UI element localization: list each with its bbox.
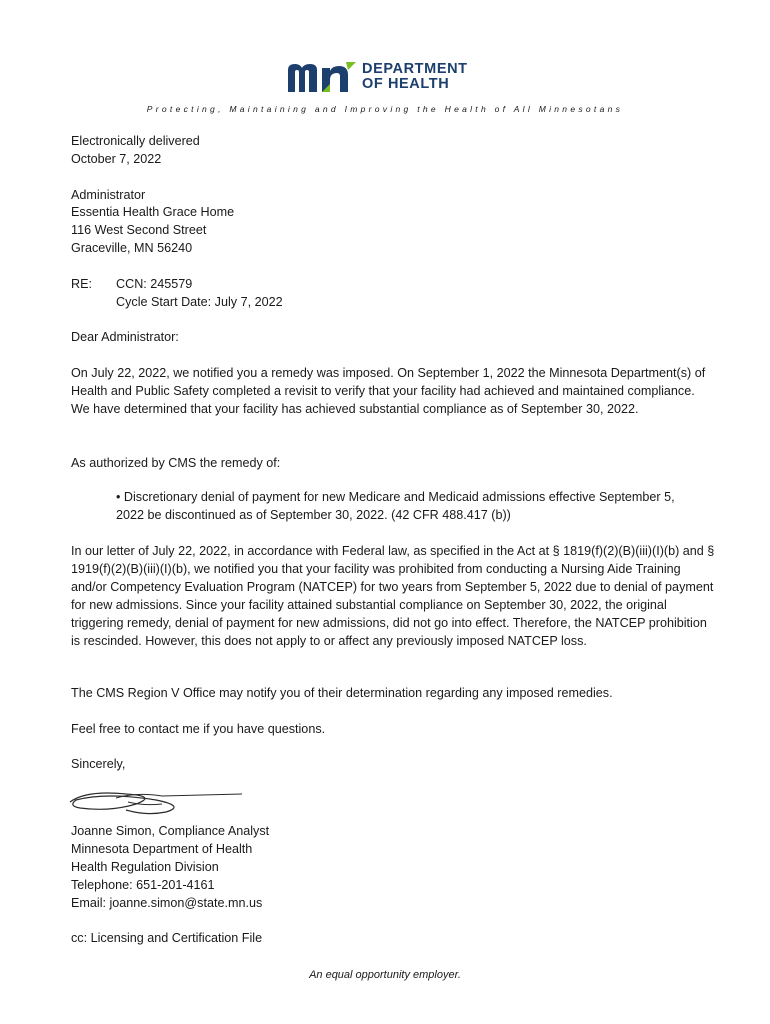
paragraph-5: Feel free to contact me if you have questions. — [71, 722, 326, 736]
paragraph-4: The CMS Region V Office may notify you of their determination regarding any imposed remedies. — [71, 686, 613, 700]
logo-line-2: OF HEALTH — [362, 76, 450, 92]
recipient-title: Administrator — [71, 188, 146, 202]
logo-text — [362, 62, 468, 92]
recipient-city: Graceville, MN 56240 — [71, 241, 193, 255]
signer-name-title: Joanne Simon, Compliance Analyst — [71, 824, 270, 838]
paragraph-3: In our letter of July 22, 2022, in accordance with Federal law, as specified in the Act at § 1819(f)(2)(B)(iii)(I)(b) and § 1919(f)(2)(B)(iii)(I)(b), we notified you that your facility was prohibited from conducting a Nursing Aide Training and/or Competency Evaluation Program (NATCEP) for two years from September 5, 2022 due to denial of payment for new admissions. Since your facility attained substantial compliance on September 30, 2022, the original triggering remedy, denial of payment for new admissions, did not go into effect. Therefore, the NATCEP prohibition is rescinded. However, this does not apply to or affect any previously imposed NATCEP loss. — [71, 544, 715, 648]
re-cycle-start: Cycle Start Date: July 7, 2022 — [116, 295, 283, 309]
signer-division: Health Regulation Division — [71, 860, 219, 874]
signer-phone: Telephone: 651-201-4161 — [71, 878, 215, 892]
closing: Sincerely, — [71, 757, 126, 771]
footer-eeo: An equal opportunity employer. — [309, 969, 461, 981]
recipient-street: 116 West Second Street — [71, 223, 207, 237]
paragraph-2: As authorized by CMS the remedy of: — [71, 456, 281, 470]
mdh-logo — [286, 58, 486, 98]
re-label: RE: — [71, 277, 92, 291]
tagline: Protecting, Maintaining and Improving the Health of All Minnesotans — [146, 104, 624, 114]
salutation: Dear Administrator: — [71, 330, 179, 344]
recipient-facility: Essentia Health Grace Home — [71, 205, 235, 219]
mn-logo-icon — [286, 62, 356, 92]
remedy-bullet: • Discretionary denial of payment for new Medicare and Medicaid admissions effective September 5, 2022 be discontinued as of September 30, 2022. (42 CFR 488.417 (b)) — [116, 490, 675, 522]
letter-date: October 7, 2022 — [71, 152, 162, 166]
signer-email: Email: joanne.simon@state.mn.us — [71, 896, 263, 910]
paragraph-1: On July 22, 2022, we notified you a remedy was imposed. On September 1, 2022 the Minnesota Department(s) of Health and Public Safety completed a revisit to verify that your facility had achieved and maintained compliance. We have determined that your facility has achieved substantial compliance as of September 30, 2022. — [71, 366, 706, 416]
signature-image — [66, 786, 246, 820]
signer-department: Minnesota Department of Health — [71, 842, 253, 856]
delivery-method: Electronically delivered — [71, 134, 200, 148]
logo-line-1: DEPARTMENT — [362, 61, 468, 77]
re-ccn: CCN: 245579 — [116, 277, 193, 291]
cc-line: cc: Licensing and Certification File — [71, 931, 263, 945]
